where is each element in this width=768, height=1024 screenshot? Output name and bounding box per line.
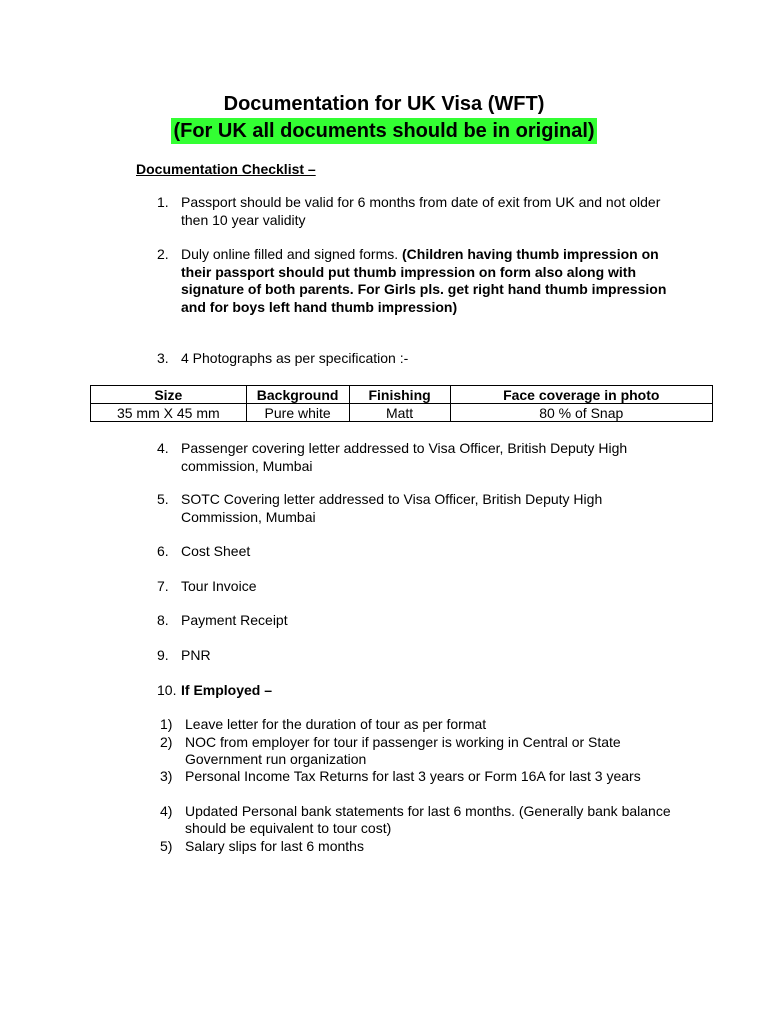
checklist-item-8 [157, 612, 677, 630]
table-header-cell: Face coverage in photo [450, 386, 712, 404]
item-number: 10. [157, 682, 177, 698]
table-cell: 80 % of Snap [450, 404, 712, 422]
checklist-item-6 [157, 543, 677, 561]
item-heading-employed: If Employed – [181, 682, 273, 698]
employed-item-2 [160, 734, 680, 768]
item-text: SOTC Covering letter addressed to Visa Officer, British Deputy High Commission, Mumbai [181, 491, 603, 525]
item-text-container [181, 246, 677, 316]
item-text: Updated Personal bank statements for last 6 months. (Generally bank balance should be equivalent to tour cost) [185, 803, 671, 836]
item-number: 7. [157, 578, 169, 594]
checklist-item-1 [157, 194, 677, 229]
item-number: 1) [160, 716, 173, 732]
item-text: PNR [181, 647, 211, 663]
item-number: 4. [157, 440, 169, 456]
item-text: Leave letter for the duration of tour as per format [185, 716, 487, 732]
table-cell: 35 mm X 45 mm [91, 404, 247, 422]
item-number: 6. [157, 543, 169, 559]
document-subtitle-highlight: (For UK all documents should be in original) [173, 120, 595, 142]
table-header-cell: Size [91, 386, 247, 404]
item-number: 3. [157, 350, 169, 366]
item-text: 4 Photographs as per specification :- [181, 350, 409, 366]
checklist-item-3 [157, 350, 677, 368]
table-cell: Pure white [246, 404, 349, 422]
item-text: Tour Invoice [181, 578, 257, 594]
item-text: Duly online filled and signed forms. [181, 246, 403, 262]
table-header-row [91, 386, 713, 404]
document-title: Documentation for UK Visa (WFT) [223, 93, 545, 115]
employed-item-4 [160, 803, 680, 837]
item-number: 2) [160, 734, 173, 750]
checklist-item-10 [157, 682, 677, 700]
table-header-cell: Background [246, 386, 349, 404]
checklist-heading: Documentation Checklist – [136, 161, 316, 177]
employed-item-1 [160, 716, 680, 733]
item-text: NOC from employer for tour if passenger is working in Central or State Government run organization [185, 734, 621, 767]
item-text: Salary slips for last 6 months [185, 838, 364, 854]
item-number: 3) [160, 768, 173, 784]
checklist-item-4 [157, 440, 677, 475]
employed-item-3 [160, 768, 680, 785]
item-number: 8. [157, 612, 169, 628]
checklist-item-5 [157, 491, 677, 526]
table-cell: Matt [349, 404, 450, 422]
item-text: Payment Receipt [181, 612, 288, 628]
item-bold-note: (Children having thumb impression on their passport should put thumb impression on form also along with signature of both parents. For Girls pls. get right hand thumb impression and for boys left hand thumb impression) [181, 246, 667, 315]
subtitle-container [0, 118, 768, 144]
checklist-item-9 [157, 647, 677, 665]
item-number: 1. [157, 194, 169, 210]
item-text: Passenger covering letter addressed to Visa Officer, British Deputy High commission, Mumbai [181, 440, 628, 474]
item-number: 4) [160, 803, 173, 819]
item-text: Cost Sheet [181, 543, 251, 559]
item-number: 5) [160, 838, 173, 854]
photo-spec-table [90, 385, 713, 422]
item-text: Passport should be valid for 6 months from date of exit from UK and not older then 10 year validity [181, 194, 661, 228]
checklist-item-7 [157, 578, 677, 596]
item-number: 9. [157, 647, 169, 663]
employed-item-5 [160, 838, 680, 855]
item-text: Personal Income Tax Returns for last 3 years or Form 16A for last 3 years [185, 768, 641, 784]
item-number: 5. [157, 491, 169, 507]
checklist-item-2 [157, 246, 677, 316]
table-header-cell: Finishing [349, 386, 450, 404]
table-row [91, 404, 713, 422]
item-number: 2. [157, 246, 169, 262]
